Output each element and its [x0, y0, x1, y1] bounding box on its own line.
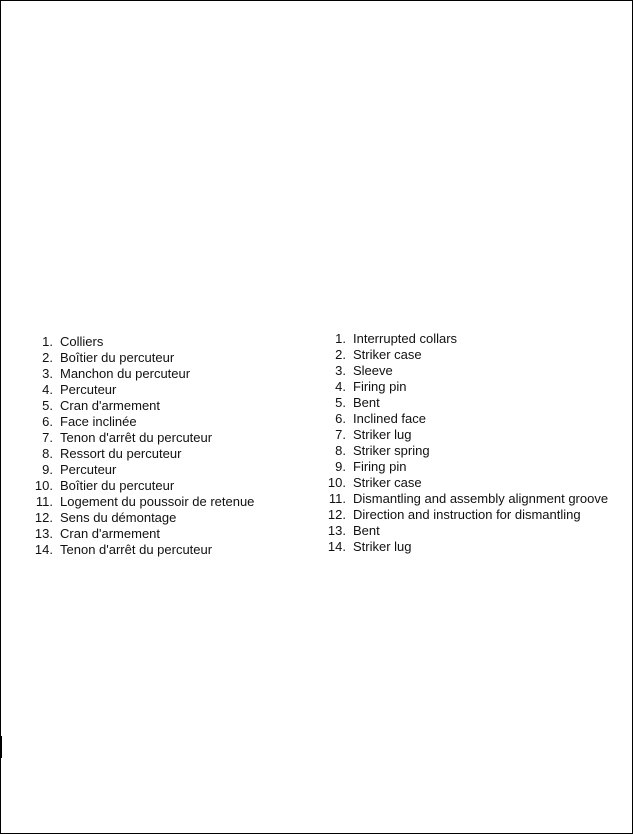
- item-number: 5.: [42, 398, 53, 413]
- margin-mark: [0, 736, 2, 758]
- item-number: 11.: [35, 494, 53, 509]
- legend-item: [28, 494, 308, 510]
- item-label: Dismantling and assembly alignment groove: [353, 491, 609, 506]
- item-label: Sens du démontage: [60, 510, 177, 525]
- item-label: Percuteur: [60, 462, 117, 477]
- item-number: 14.: [34, 542, 53, 557]
- item-number: 13.: [34, 526, 53, 541]
- item-number: 1.: [42, 334, 53, 349]
- item-label: Striker lug: [353, 427, 412, 442]
- legend-item: [321, 331, 621, 347]
- item-number: 8.: [335, 443, 346, 458]
- item-label: Sleeve: [353, 363, 393, 378]
- item-number: 12.: [327, 507, 346, 522]
- item-label: Striker case: [353, 475, 422, 490]
- item-number: 3.: [335, 363, 346, 378]
- item-label: Manchon du percuteur: [60, 366, 191, 381]
- legend-item: [28, 382, 308, 398]
- item-number: 4.: [42, 382, 53, 397]
- item-label: Striker lug: [353, 539, 412, 554]
- item-label: Firing pin: [353, 459, 407, 474]
- legend-item: [28, 350, 308, 366]
- legend-item: [321, 443, 621, 459]
- item-label: Logement du poussoir de retenue: [60, 494, 255, 509]
- item-label: Interrupted collars: [353, 331, 458, 346]
- item-number: 7.: [335, 427, 346, 442]
- item-label: Boîtier du percuteur: [60, 478, 175, 493]
- legend-item: [321, 491, 621, 507]
- item-label: Tenon d'arrêt du percuteur: [60, 430, 213, 445]
- item-label: Cran d'armement: [60, 398, 161, 413]
- item-label: Percuteur: [60, 382, 117, 397]
- item-label: Face inclinée: [60, 414, 137, 429]
- item-number: 1.: [335, 331, 346, 346]
- legend-item: [321, 411, 621, 427]
- item-number: 2.: [335, 347, 346, 362]
- legend-item: [28, 446, 308, 462]
- legend-item: [321, 363, 621, 379]
- legend-item: [28, 462, 308, 478]
- legend-item: [321, 539, 621, 555]
- legend-item: [321, 523, 621, 539]
- legend-item: [321, 507, 621, 523]
- item-number: 10.: [327, 475, 346, 490]
- item-label: Firing pin: [353, 379, 407, 394]
- legend-item: [28, 366, 308, 382]
- legend-item: [321, 395, 621, 411]
- item-label: Inclined face: [353, 411, 426, 426]
- item-number: 2.: [42, 350, 53, 365]
- item-number: 11.: [328, 491, 346, 506]
- legend-item: [321, 379, 621, 395]
- item-label: Colliers: [60, 334, 104, 349]
- item-number: 8.: [42, 446, 53, 461]
- item-number: 13.: [327, 523, 346, 538]
- item-number: 12.: [34, 510, 53, 525]
- item-number: 7.: [42, 430, 53, 445]
- item-number: 9.: [335, 459, 346, 474]
- item-number: 4.: [335, 379, 346, 394]
- legend-english: [321, 331, 621, 555]
- legend-item: [321, 427, 621, 443]
- item-number: 6.: [42, 414, 53, 429]
- item-label: Striker spring: [353, 443, 430, 458]
- item-label: Ressort du percuteur: [60, 446, 182, 461]
- legend-item: [28, 414, 308, 430]
- legend-item: [28, 542, 308, 558]
- item-number: 14.: [327, 539, 346, 554]
- item-number: 3.: [42, 366, 53, 381]
- legend-item: [28, 526, 308, 542]
- item-number: 5.: [335, 395, 346, 410]
- item-number: 10.: [34, 478, 53, 493]
- legend-item: [28, 478, 308, 494]
- item-label: Boîtier du percuteur: [60, 350, 175, 365]
- item-label: Bent: [353, 395, 380, 410]
- item-label: Direction and instruction for dismantling: [353, 507, 581, 522]
- item-label: Striker case: [353, 347, 422, 362]
- legend-item: [28, 334, 308, 350]
- legend-item: [28, 430, 308, 446]
- item-label: Cran d'armement: [60, 526, 161, 541]
- item-label: Tenon d'arrêt du percuteur: [60, 542, 213, 557]
- item-number: 9.: [42, 462, 53, 477]
- item-label: Bent: [353, 523, 380, 538]
- legend-item: [321, 347, 621, 363]
- legend-french: [28, 334, 308, 558]
- legend-item: [321, 475, 621, 491]
- legend-item: [28, 510, 308, 526]
- legend-item: [321, 459, 621, 475]
- legend-item: [28, 398, 308, 414]
- item-number: 6.: [335, 411, 346, 426]
